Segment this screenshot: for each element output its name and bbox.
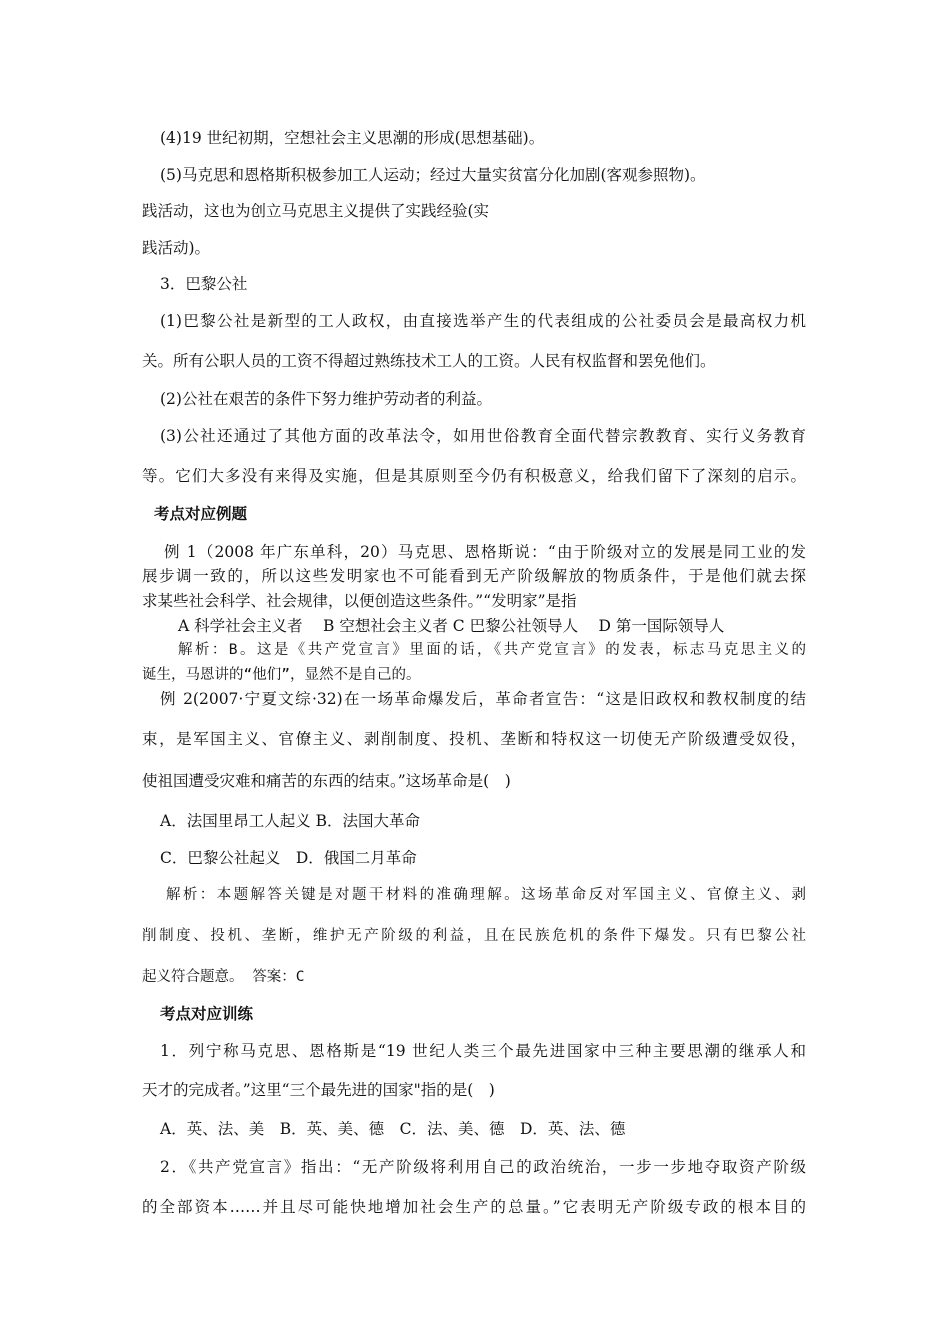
text-line: 践活动)。 <box>142 239 211 257</box>
options-line: A．英、法、美 B．英、美、德 C．法、美、德 D．英、法、德 <box>160 1120 626 1138</box>
analysis-line: 解析：B。这是《共产党宣言》里面的话，《共产党宣言》的发表，标志马克思主义的 <box>178 642 806 658</box>
text-line: 天才的完成者。”这里“三个最先进的国家"指的是( ) <box>142 1081 495 1099</box>
text-line: 等。它们大多没有来得及实施，但是其原则至今仍有积极意义，给我们留下了深刻的启示。 <box>142 467 806 485</box>
analysis-line: 削制度、投机、垄断，维护无产阶级的利益，且在民族危机的条件下爆发。只有巴黎公社 <box>142 928 806 944</box>
text-line: (1)巴黎公社是新型的工人政权，由直接选举产生的代表组成的公社委员会是最高权力机 <box>160 312 806 330</box>
text-line: 例 1（2008 年广东单科，20）马克思、恩格斯说：“由于阶级对立的发展是同工业的发 <box>164 543 806 561</box>
analysis-line: 解析：本题解答关键是对题干材料的准确理解。这场革命反对军国主义、官僚主义、剥 <box>166 887 806 903</box>
text-line: 例 2(2007·宁夏文综·32)在一场革命爆发后，革命者宣告：“这是旧政权和教权制度的结 <box>160 690 806 708</box>
section-heading: 3．巴黎公社 <box>160 275 248 293</box>
heading-training: 考点对应训练 <box>160 1004 254 1023</box>
options-line: C．巴黎公社起义 D．俄国二月革命 <box>160 849 417 867</box>
text-line: 1．列宁称马克思、恩格斯是“19 世纪人类三个最先进国家中三种主要思潮的继承人和 <box>160 1042 806 1060</box>
options-line: A 科学社会主义者 B 空想社会主义者 C 巴黎公社领导人 D 第一国际领导人 <box>178 617 725 635</box>
text-line: 关。所有公职人员的工资不得超过熟练技术工人的工资。人民有权监督和罢免他们。 <box>142 352 716 370</box>
text-line: 束，是军国主义、官僚主义、剥削制度、投机、垄断和特权这一切使无产阶级遭受奴役， <box>142 730 806 748</box>
text-line: 使祖国遭受灾难和痛苦的东西的结束。”这场革命是( ) <box>142 772 511 790</box>
text-line: 展步调一致的，所以这些发明家也不可能看到无产阶级解放的物质条件，于是他们就去探 <box>142 567 806 585</box>
analysis-line: 诞生，马恩讲的“他们”，显然不是自己的。 <box>142 667 421 683</box>
text-line: (3)公社还通过了其他方面的改革法令，如用世俗教育全面代替宗教教育、实行义务教育 <box>160 427 806 445</box>
text-line: (2)公社在艰苦的条件下努力维护劳动者的利益。 <box>160 390 492 408</box>
heading-examples: 考点对应例题 <box>154 504 248 523</box>
text-line: (5)马克思和恩格斯积极参加工人运动；经过大量实贫富分化加剧(客观参照物)。 <box>160 166 706 184</box>
text-line: 践活动，这也为创立马克思主义提供了实践经验(实 <box>142 202 490 220</box>
text-line: 2．《共产党宣言》指出：“无产阶级将利用自己的政治统治，一步一步地夺取资产阶级 <box>160 1158 806 1176</box>
text-line: (4)19 世纪初期，空想社会主义思潮的形成(思想基础)。 <box>160 129 545 147</box>
options-line: A．法国里昂工人起义 B．法国大革命 <box>160 812 421 830</box>
text-line: 的全部资本……并且尽可能快地增加社会生产的总量。”它表明无产阶级专政的根本目的 <box>142 1198 806 1216</box>
text-line: 求某些社会科学、社会规律，以便创造这些条件。”“发明家”是指 <box>142 592 577 610</box>
analysis-line: 起义符合题意。 答案：C <box>142 969 305 985</box>
